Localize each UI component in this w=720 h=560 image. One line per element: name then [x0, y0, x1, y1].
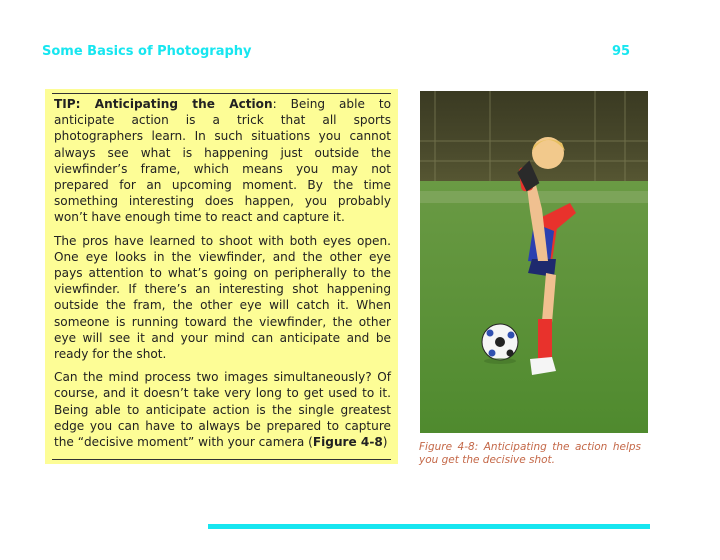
tip-paragraph-3-end: ) — [382, 435, 388, 450]
tip-paragraph-3 — [54, 369, 391, 450]
tip-bottom-rule — [52, 459, 391, 460]
tip-intro: : Being able to anticipate action is a trick that all sports photographers learn. In such situations you cannot always see what is happening just outside the viewfinder’s frame, which means you may not prepared for an upcoming moment. By the time something interesting does happen, you probably won’t have enough time to react and capture it. — [54, 97, 391, 225]
tip-paragraph-2: The pros have learned to shoot with both eyes open. One eye looks in the viewfinder, and the other eye pays attention to what’s going on peripherally to the viewfinder. If there’s an interesting shot happening outside the fram, the other eye will catch it. When someone is running toward the viewfinder, the other eye will see it and your mind can anticipate and be ready for the shot. — [54, 233, 391, 362]
tip-box — [45, 89, 398, 464]
running-header: Some Basics of Photography — [42, 44, 252, 59]
tip-top-rule — [52, 93, 391, 94]
footer-rule — [208, 524, 650, 529]
tip-paragraph-3-text: Can the mind process two images simultaneously? Of course, and it doesn’t take very long to get used to it. Being able to anticipate action is the single greatest edge you can have to always be prepared to capture the “decisive moment” with your camera ( — [54, 370, 391, 450]
tip-text — [54, 96, 391, 457]
soccer-photo — [420, 91, 648, 433]
figure-reference: Figure 4-8 — [312, 435, 383, 450]
figure-caption: Figure 4-8: Anticipating the action helps you get the decisive shot. — [419, 441, 641, 466]
tip-paragraph-1 — [54, 96, 391, 226]
tip-label: TIP: Anticipating the Action — [54, 97, 273, 111]
page-number: 95 — [612, 44, 631, 59]
